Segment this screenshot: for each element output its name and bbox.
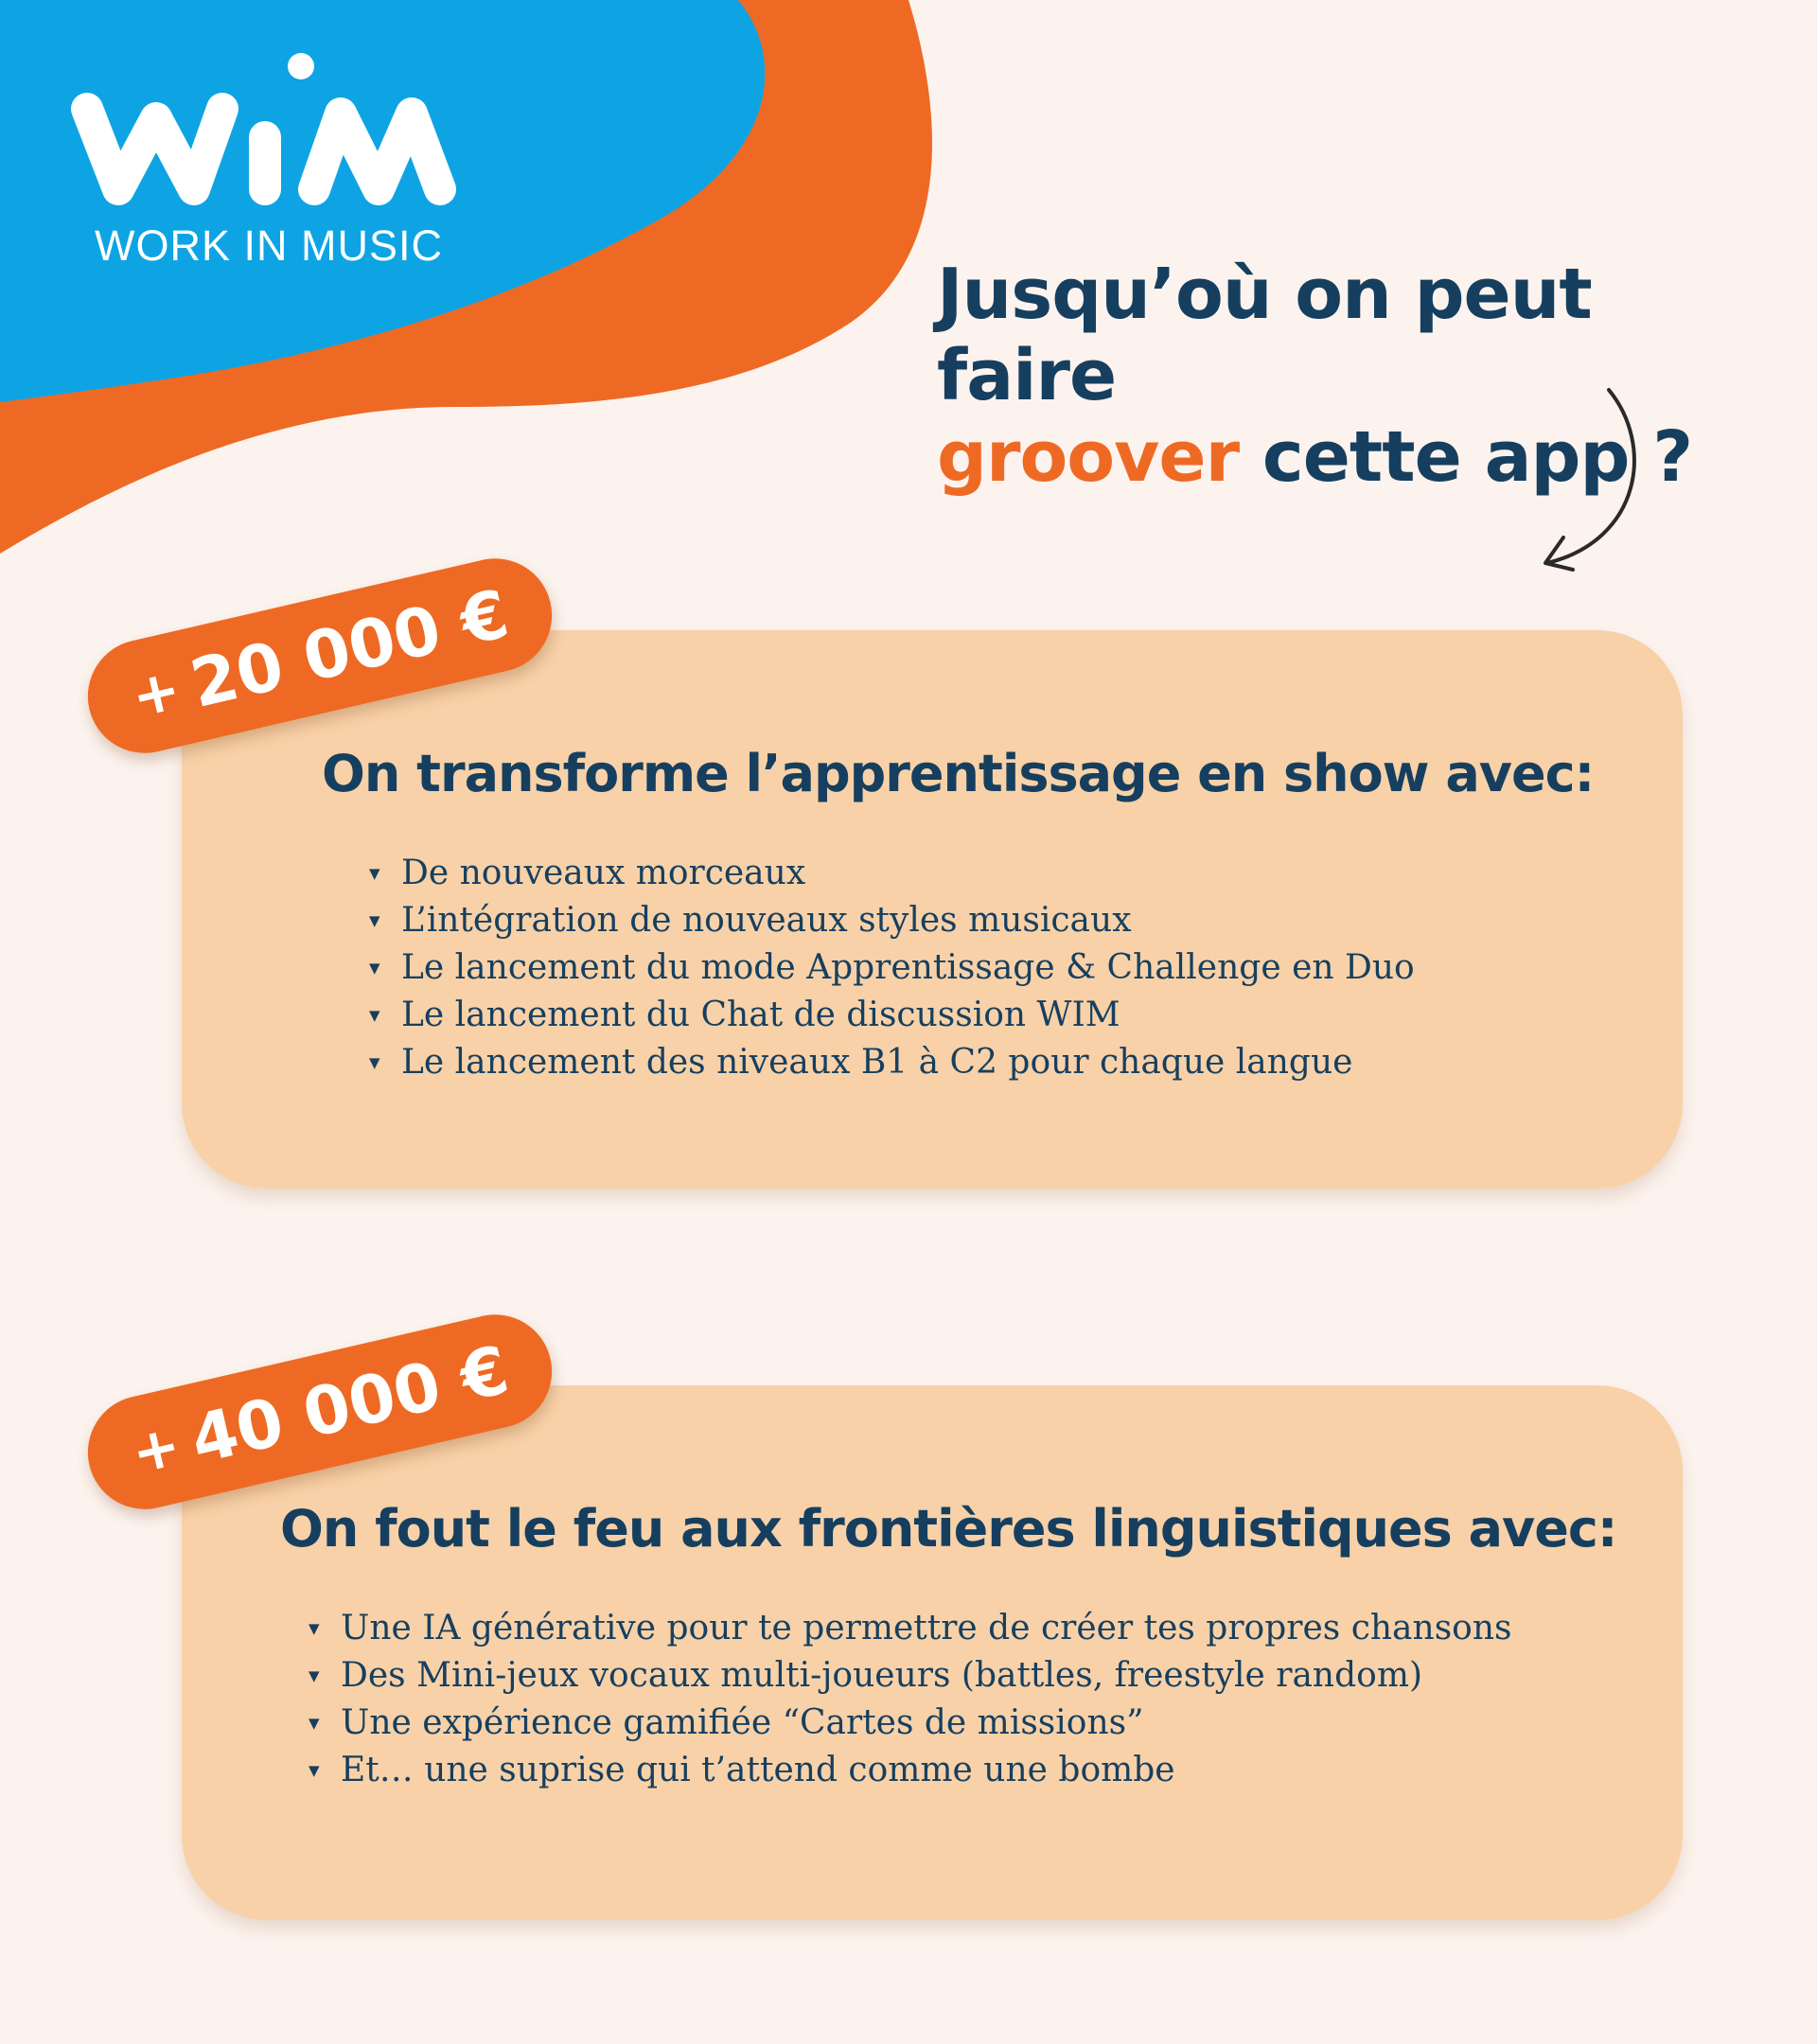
list-item <box>369 944 1415 992</box>
tier-card-20000 <box>182 630 1683 1189</box>
list-item <box>369 1039 1415 1086</box>
plus-icon: + <box>125 656 187 731</box>
tier-2-title: On fout le feu aux frontières linguistiques avec: <box>280 1499 1617 1559</box>
list-item <box>309 1652 1512 1700</box>
feature-text: Le lancement du Chat de discussion WIM <box>401 996 1120 1034</box>
bullet-icon: ▼ <box>369 912 380 929</box>
bullet-icon: ▼ <box>309 1762 320 1779</box>
tier-1-title: On transforme l’apprentissage en show avec: <box>322 744 1595 803</box>
feature-text: Et… une suprise qui t’attend comme une bombe <box>341 1751 1175 1789</box>
feature-text: Une IA générative pour te permettre de créer tes propres chansons <box>341 1609 1512 1648</box>
bullet-icon: ▼ <box>369 1054 380 1071</box>
headline-line-1: Jusqu’où on peut faire <box>937 254 1592 416</box>
bullet-icon: ▼ <box>369 1007 380 1024</box>
plus-icon: + <box>125 1412 187 1488</box>
bullet-icon: ▼ <box>369 960 380 977</box>
badge-amount: 20 000 € <box>183 574 516 724</box>
list-item <box>309 1605 1512 1652</box>
page-headline <box>937 254 1789 498</box>
bullet-icon: ▼ <box>369 865 380 882</box>
bullet-icon: ▼ <box>309 1620 320 1637</box>
feature-text: Une expérience gamifiée “Cartes de missions” <box>341 1703 1144 1742</box>
bullet-icon: ▼ <box>309 1667 320 1684</box>
wim-logo <box>66 47 464 218</box>
feature-text: Le lancement du mode Apprentissage & Challenge en Duo <box>401 948 1415 987</box>
tier-1-feature-list <box>369 850 1415 1086</box>
feature-text: Le lancement des niveaux B1 à C2 pour chaque langue <box>401 1043 1353 1082</box>
logo-subtitle: WORK IN MUSIC <box>95 221 443 270</box>
tier-card-40000 <box>182 1385 1683 1920</box>
curved-arrow-icon <box>1514 379 1647 587</box>
badge-amount: 40 000 € <box>183 1330 516 1480</box>
list-item <box>309 1747 1512 1794</box>
feature-text: L’intégration de nouveaux styles musicaux <box>401 901 1132 940</box>
list-item <box>369 992 1415 1039</box>
bullet-icon: ▼ <box>309 1715 320 1732</box>
feature-text: Des Mini-jeux vocaux multi-joueurs (battles, freestyle random) <box>341 1656 1423 1695</box>
headline-accent: groover <box>937 416 1240 498</box>
headline-line-2 <box>937 416 1789 498</box>
list-item <box>369 850 1415 897</box>
tier-2-feature-list <box>309 1605 1512 1794</box>
list-item <box>309 1700 1512 1747</box>
headline-line-2-rest: cette app ? <box>1239 416 1693 498</box>
list-item <box>369 897 1415 944</box>
feature-text: De nouveaux morceaux <box>401 854 806 892</box>
